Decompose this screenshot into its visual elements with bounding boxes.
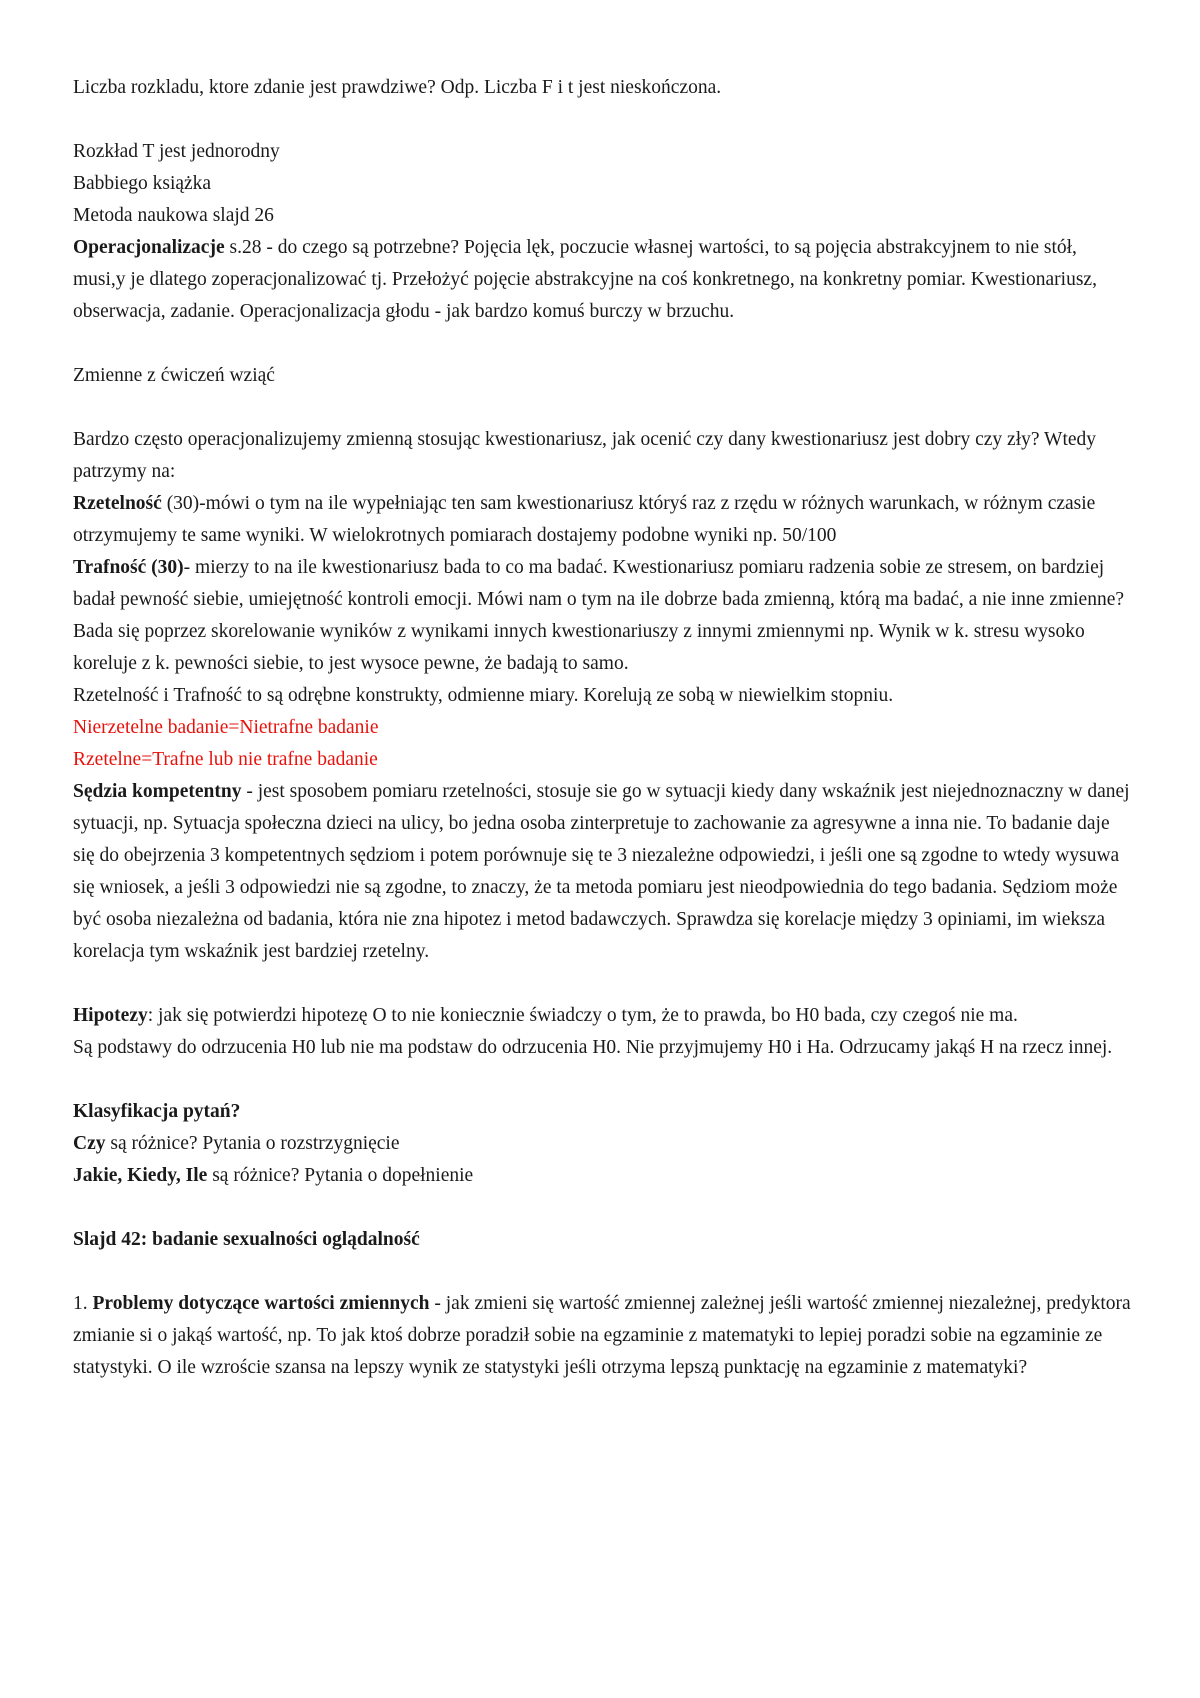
- variable-value-problems-text: - jak zmieni się wartość zmiennej zależnej jeśli wartość zmiennej niezależnej, predyktora zmianie si o jakąś wartość, np. To jak ktoś dobrze poradził sobie na egzaminie z matematyki to lepiej poradzi sobie na egzaminie ze statystyki. O ile wzroście szansa na lepszy wynik ze statystyki jeśli otrzyma lepszą punktację na egzaminie z matematyki?: [73, 1293, 1131, 1378]
- hypotheses-text: : jak się potwierdzi hipotezę O to nie koniecznie świadczy o tym, że to prawda, bo H0 bada, czy czegoś nie ma.: [147, 1005, 1018, 1026]
- line-babbie-book: Babbiego książka: [73, 173, 212, 194]
- spacer: [73, 328, 1133, 360]
- term-what-when-how-many: Jakie, Kiedy, Ile: [73, 1165, 208, 1186]
- paragraph-variable-value-problems: [73, 1288, 1133, 1384]
- term-competent-judge: Sędzia kompetentny: [73, 781, 242, 802]
- line-distribution-uniform: Rozkład T jest jednorodny: [73, 141, 280, 162]
- line-whether-questions: [73, 1128, 1133, 1160]
- spacer: [73, 1256, 1133, 1288]
- spacer: [73, 104, 1133, 136]
- term-validity: Trafność (30): [73, 557, 184, 578]
- line-unreliable-rule: Nierzetelne badanie=Nietrafne badanie: [73, 717, 379, 738]
- paragraph-competent-judge: [73, 776, 1133, 968]
- paragraph-hypotheses: [73, 1000, 1133, 1032]
- heading-slide-42: [73, 1224, 1133, 1256]
- operationalization-text: s.28 - do czego są potrzebne? Pojęcia lęk, poczucie własnej wartości, to są pojęcia abstrakcyjnem to nie stół, musi,y je dlatego zoperacjonalizować tj. Przełożyć pojęcie abstrakcyjne na coś konkretnego, na konkretny pomiar. Kwestionariusz, obserwacja, zadanie. Operacjonalizacja głodu - jak bardzo komuś burczy w brzuchu.: [73, 237, 1097, 322]
- paragraph-h0-rejection: Są podstawy do odrzucenia H0 lub nie ma podstaw do odrzucenia H0. Nie przyjmujemy H0 i Ha. Odrzucamy jakąś H na rzecz innej.: [73, 1037, 1113, 1058]
- term-reliability: Rzetelność: [73, 493, 162, 514]
- competent-judge-text: - jest sposobem pomiaru rzetelności, stosuje sie go w sytuacji kiedy dany wskaźnik jest niejednoznaczny w danej sytuacji, np. Sytuacja społeczna dzieci na ulicy, bo jedna osoba zinterpretuje to zachowanie za agresywne a inna nie. To badanie daje się do obejrzenia 3 kompetentnych sędziom i potem porównuje się te 3 niezależne odpowiedzi, i jeśli one są zgodne to wtedy wysuwa się wniosek, a jeśli 3 odpowiedzi nie są zgodne, to znaczy, że ta metoda pomiaru jest nieodpowiednia do tego badania. Sędziom może być osoba niezależna od badania, która nie zna hipotez i metod badawczych. Sprawdza się korelacje między 3 opiniami, im wieksza korelacja tym wskaźnik jest bardziej rzetelny.: [73, 781, 1130, 962]
- line-variables-exercises: Zmienne z ćwiczeń wziąć: [73, 365, 275, 386]
- what-when-how-many-text: są różnice? Pytania o dopełnienie: [207, 1165, 474, 1186]
- paragraph-reliability: [73, 488, 1133, 552]
- spacer: [73, 1064, 1133, 1096]
- heading-question-classification: [73, 1096, 1133, 1128]
- whether-text: są różnice? Pytania o rozstrzygnięcie: [105, 1133, 400, 1154]
- spacer: [73, 968, 1133, 1000]
- document-body: [73, 72, 1133, 1384]
- paragraph-distribution-question: Liczba rozkladu, ktore zdanie jest prawdziwe? Odp. Liczba F i t jest nieskończona.: [73, 77, 722, 98]
- line-scientific-method: Metoda naukowa slajd 26: [73, 205, 274, 226]
- paragraph-questionnaire-intro: Bardzo często operacjonalizujemy zmienną stosując kwestionariusz, jak ocenić czy dany kwestionariusz jest dobry czy zły? Wtedy patrzymy na:: [73, 429, 1097, 482]
- slide-42-label: Slajd 42: badanie sexualności oglądalność: [73, 1229, 420, 1250]
- line-constructs: Rzetelność i Trafność to są odrębne konstrukty, odmienne miary. Korelują ze sobą w niewielkim stopniu.: [73, 685, 894, 706]
- term-operationalization: Operacjonalizacje: [73, 237, 225, 258]
- question-classification-label: Klasyfikacja pytań?: [73, 1101, 241, 1122]
- validity-text: - mierzy to na ile kwestionariusz bada to co ma badać. Kwestionariusz pomiaru radzenia sobie ze stresem, on bardziej badał pewność siebie, umiejętność kontroli emocji. Mówi nam o tym na ile dobrze bada zmienną, którą ma badać, a nie inne zmienne? Bada się poprzez skorelowanie wyników z wynikami innych kwestionariuszy z innymi zmiennymi np. Wynik w k. stresu wysoko koreluje z k. pewności siebie, to jest wysoce pewne, że badają to samo.: [73, 557, 1125, 674]
- line-reliable-rule: Rzetelne=Trafne lub nie trafne badanie: [73, 749, 378, 770]
- paragraph-operationalization: [73, 232, 1133, 328]
- spacer: [73, 392, 1133, 424]
- term-whether: Czy: [73, 1133, 106, 1154]
- spacer: [73, 1192, 1133, 1224]
- reliability-text: (30)-mówi o tym na ile wypełniając ten sam kwestionariusz któryś raz z rzędu w różnych warunkach, w różnym czasie otrzymujemy te same wyniki. W wielokrotnych pomiarach dostajemy podobne wyniki np. 50/100: [73, 493, 1096, 546]
- term-hypotheses: Hipotezy: [73, 1005, 148, 1026]
- line-what-when-how-many: [73, 1160, 1133, 1192]
- term-variable-value-problems: Problemy dotyczące wartości zmiennych: [92, 1293, 430, 1314]
- paragraph-validity: [73, 552, 1133, 680]
- list-number: 1.: [73, 1293, 93, 1314]
